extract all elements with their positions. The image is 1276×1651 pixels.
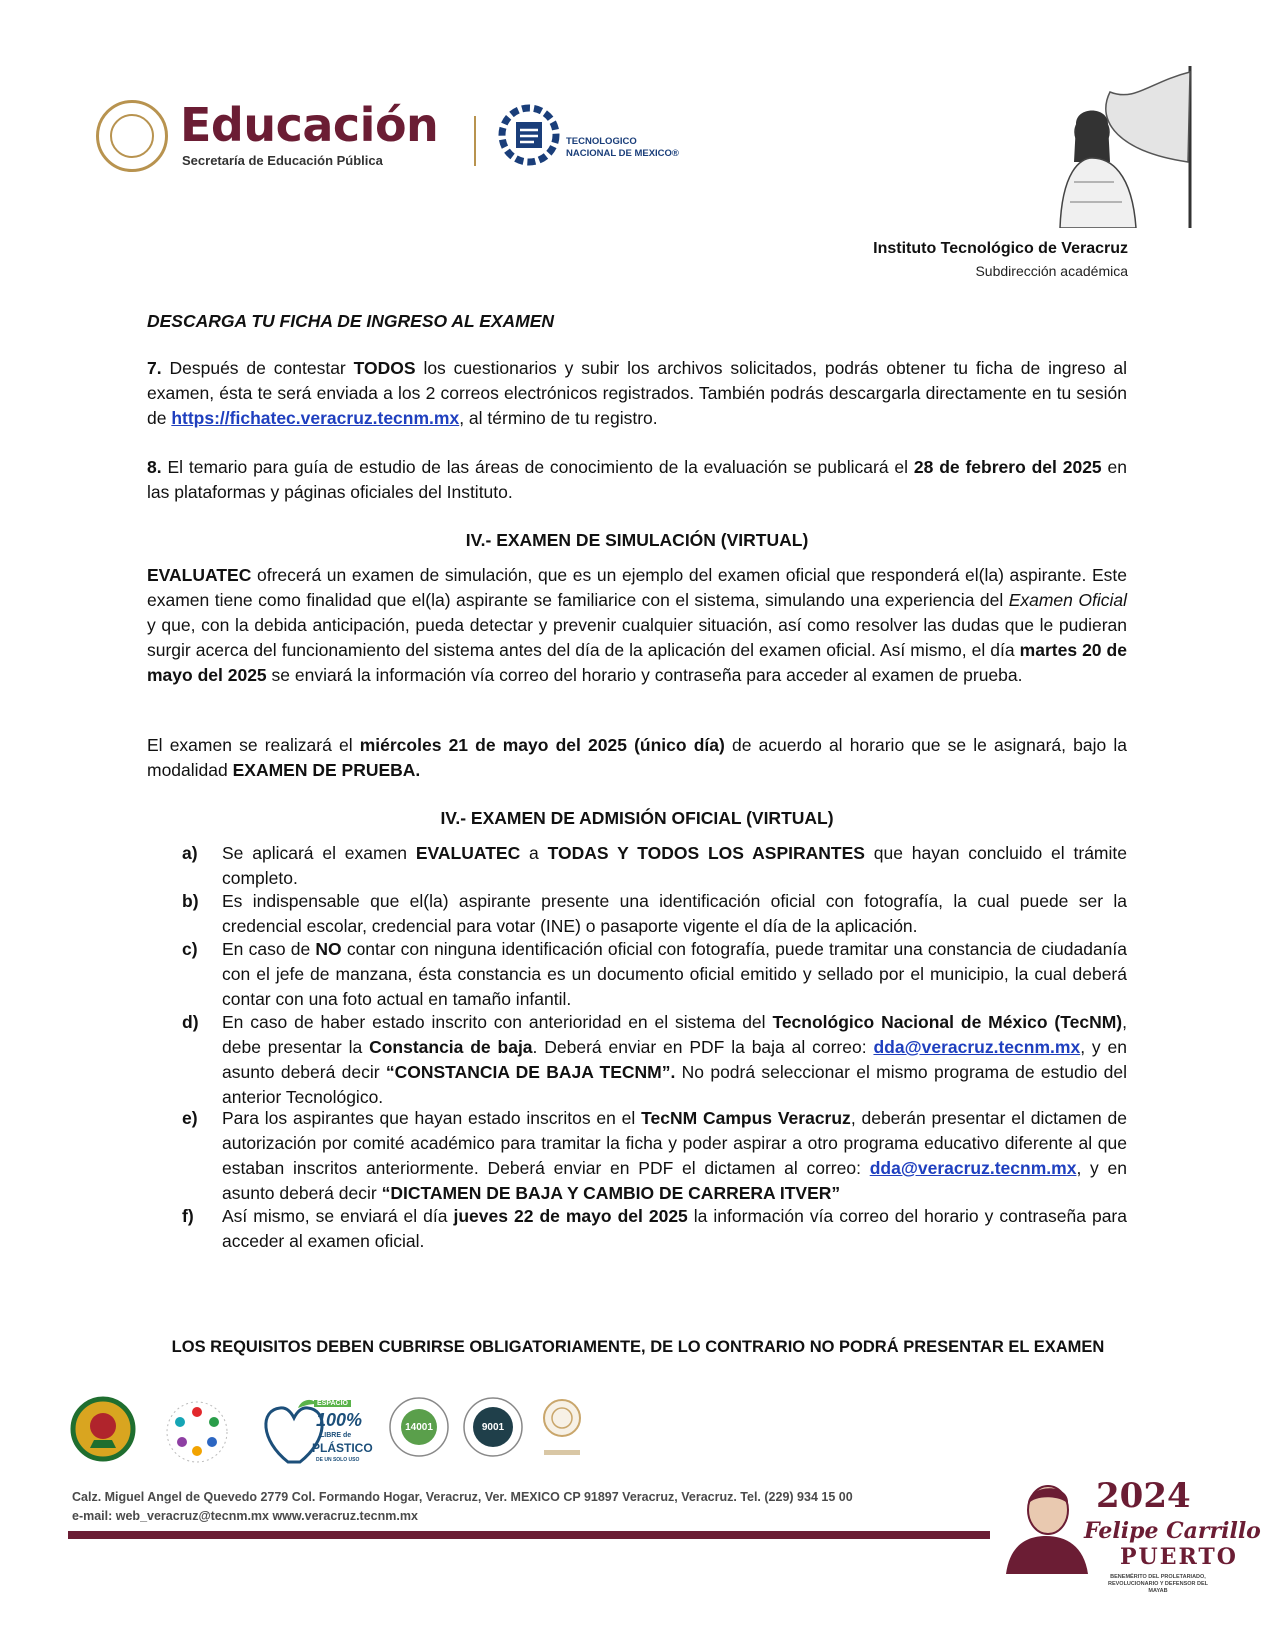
heroine-flag-illustration <box>1040 62 1198 228</box>
footer-contact: e-mail: web_veracruz@tecnm.mx www.veracruz.tecnm.mx <box>72 1509 418 1523</box>
quality-seal-logo <box>536 1396 588 1466</box>
footer-bar <box>68 1531 990 1539</box>
simulation-paragraph: EVALUATEC ofrecerá un examen de simulación, que es un ejemplo del examen oficial que responderá el(la) aspirante. Este examen tiene como finalidad que el(la) aspirante se familiarice con el sistema, simulando una experiencia del Examen Oficial y que, con la debida anticipación, pueda detectar y prevenir cualquier situación, así como resolver las dudas que le pudieran surgir acerca del funcionamiento del sistema antes del día de la aplicación del examen oficial. Así mismo, el día martes 20 de mayo del 2025 se enviará la información vía correo del horario y contraseña para acceder al examen de prueba. <box>147 565 1127 685</box>
closing-notice: LOS REQUISITOS DEBEN CUBRIRSE OBLIGATORIAMENTE, DE LO CONTRARIO NO PODRÁ PRESENTAR EL EXAMEN <box>171 1338 1105 1356</box>
tecnm-gear-logo <box>498 100 560 170</box>
list-item: c) En caso de NO contar con ninguna identificación oficial con fotografía, puede tramitar una constancia de ciudadanía con el jefe de manzana, ésta constancia es un documento oficial emitido y sellado por el municipio, la cual deberá contar con una foto actual en tamaño infantil. <box>182 939 1128 1009</box>
tecnm-logo-text: TECNOLOGICO NACIONAL DE MEXICO® <box>566 136 679 159</box>
education-logo-subtitle: Secretaría de Educación Pública <box>182 153 383 168</box>
requirements-list <box>147 841 1127 1261</box>
department-name: Subdirección académica <box>975 263 1128 279</box>
plastic-free-space-logo: ESPACIO 100% LIBRE de PLÁSTICO DE UN SOLO USO <box>258 1396 368 1468</box>
list-item: d) En caso de haber estado inscrito con anterioridad en el sistema del Tecnológico Nacional de México (TecNM), debe presentar la Constancia de baja. Deberá enviar en PDF la baja al correo: dda@veracruz.tecnm.mx, y en asunto deberá decir “CONSTANCIA DE BAJA TECNM”. No podrá seleccionar el mismo programa de estudio del anterior Tecnológico. <box>182 1012 1127 1107</box>
itver-emblem-logo <box>70 1396 136 1462</box>
honoree-last-name: PUERTO <box>1120 1544 1238 1570</box>
header-divider <box>474 116 476 166</box>
simulation-title: IV.- EXAMEN DE SIMULACIÓN (VIRTUAL) <box>465 530 809 550</box>
institute-name: Instituto Tecnológico de Veracruz <box>873 240 1128 257</box>
iso-9001-badge: 9001 <box>462 1396 524 1458</box>
felipe-carrillo-portrait <box>1000 1474 1092 1574</box>
list-item: e) Para los aspirantes que hayan estado inscritos en el TecNM Campus Veracruz, deberán presentar el dictamen de autorización por comité académico para tramitar la ficha y poder aspirar a otro programa educativo diferente al que estaban inscritos anteriormente. Deberá enviar en PDF el dictamen al correo: dda@veracruz.tecnm.mx, y en asunto deberá decir “DICTAMEN DE BAJA Y CAMBIO DE CARRERA ITVER” <box>182 1108 1127 1203</box>
dda-email-link[interactable]: dda@veracruz.tecnm.mx <box>873 1037 1081 1057</box>
footer-address: Calz. Miguel Angel de Quevedo 2779 Col. Formando Hogar, Veracruz, Ver. MEXICO CP 91897 Veracruz, Veracruz. Tel. (229) 934 15 00 <box>72 1490 853 1504</box>
exam-date-paragraph: El examen se realizará el miércoles 21 de mayo del 2025 (único día) de acuerdo al horario que se le asignará, bajo la modalidad EXAMEN DE PRUEBA. <box>147 735 1127 780</box>
equality-certification-logo <box>158 1396 236 1468</box>
paragraph-7: 7. Después de contestar TODOS los cuestionarios y subir los archivos solicitados, podrás obtener tu ficha de ingreso al examen, ésta te será enviada a los 2 correos electrónicos registrados. También podrás descargarla directamente en tu sesión de https://fichatec.veracruz.tecnm.mx, al término de tu registro. <box>147 358 1127 428</box>
download-heading: DESCARGA TU FICHA DE INGRESO AL EXAMEN <box>147 311 555 331</box>
year-2024: 2024 <box>1096 1476 1191 1516</box>
education-logo-title: Educación <box>180 98 439 152</box>
official-exam-title: IV.- EXAMEN DE ADMISIÓN OFICIAL (VIRTUAL) <box>440 808 834 828</box>
list-item: b) Es indispensable que el(la) aspirante presente una identificación oficial con fotografía, la cual puede ser la credencial escolar, credencial para votar (INE) o pasaporte vigente el día de la aplicación. <box>182 891 1127 936</box>
fichatec-link[interactable]: https://fichatec.veracruz.tecnm.mx <box>171 408 460 428</box>
honoree-caption: BENEMÉRITO DEL PROLETARIADO, REVOLUCIONARIO Y DEFENSOR DEL MAYAB <box>1107 1574 1209 1594</box>
download-section <box>147 309 1127 334</box>
iso-14001-badge: 14001 <box>388 1396 450 1458</box>
sep-seal-logo <box>96 100 168 172</box>
paragraph-8: 8. El temario para guía de estudio de las áreas de conocimiento de la evaluación se publicará el 28 de febrero del 2025 en las plataformas y páginas oficiales del Instituto. <box>147 457 1127 502</box>
dda-email-link[interactable]: dda@veracruz.tecnm.mx <box>869 1158 1077 1178</box>
list-item: a) Se aplicará el examen EVALUATEC a TODAS Y TODOS LOS ASPIRANTES que hayan concluido el trámite completo. <box>182 843 1127 888</box>
honoree-first-name: Felipe Carrillo <box>1084 1518 1261 1544</box>
list-item: f) Así mismo, se enviará el día jueves 22 de mayo del 2025 la información vía correo del horario y contraseña para acceder al examen oficial. <box>182 1206 1127 1251</box>
